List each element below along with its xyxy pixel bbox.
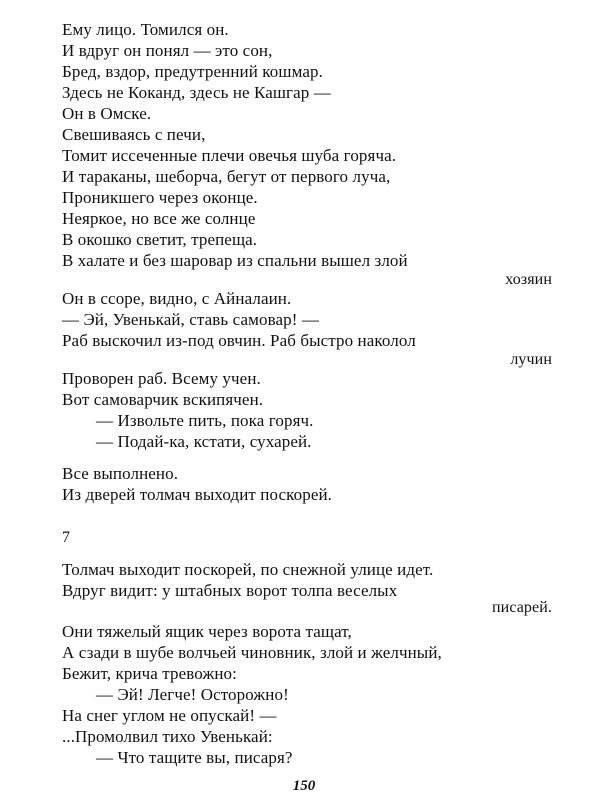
verse-line: Он в ссоре, видно, с Айналаин.: [62, 289, 292, 308]
verse-line: Толмач выходит поскорей, по снежной улице идет.: [62, 560, 434, 579]
verse-line: Проникшего через оконце.: [62, 188, 258, 207]
verse-line: Бежит, крича тревожно:: [62, 664, 237, 683]
verse-line: Бред, вздор, предутренний кошмар.: [62, 62, 323, 81]
verse-line-continuation: хозяин: [505, 271, 552, 288]
verse-line: — Эй, Увенькай, ставь самовар! —: [62, 310, 319, 329]
verse-line: На снег углом не опускай! —: [62, 706, 277, 725]
verse-line: А сзади в шубе волчьей чиновник, злой и желчный,: [62, 643, 442, 662]
dialogue-line: — Подай-ка, кстати, сухарей.: [96, 432, 312, 451]
verse-line: Свешиваясь с печи,: [62, 125, 206, 144]
verse-line: Он в Омске.: [62, 104, 152, 123]
verse-line: Все выполнено.: [62, 464, 179, 483]
verse-line: Вдруг видит: у штабных ворот толпа веселых: [62, 581, 398, 600]
dialogue-line: — Эй! Легче! Осторожно!: [96, 685, 289, 704]
verse-line: ...Промолвил тихо Увенькай:: [62, 727, 273, 746]
verse-line: Из дверей толмач выходит поскорей.: [62, 485, 333, 504]
verse-line: Ему лицо. Томился он.: [62, 20, 229, 39]
verse-line: Раб выскочил из-под овчин. Раб быстро наколол: [62, 331, 416, 350]
dialogue-line: — Что тащите вы, писаря?: [96, 748, 293, 767]
section-number: 7: [62, 529, 70, 546]
verse-line: Здесь не Коканд, здесь не Кашгар —: [62, 83, 331, 102]
verse-line: В халате и без шаровар из спальни вышел злой: [62, 251, 408, 270]
dialogue-line: — Извольте пить, пока горяч.: [96, 411, 314, 430]
verse-line-continuation: писарей.: [492, 599, 552, 616]
verse-line: Неяркое, но все же солнце: [62, 209, 256, 228]
verse-line: Они тяжелый ящик через ворота тащат,: [62, 622, 352, 641]
verse-line: Томит иссеченные плечи овечья шуба горяча.: [62, 146, 397, 165]
verse-line-continuation: лучин: [510, 351, 552, 368]
verse-line: И тараканы, шеборча, бегут от первого луча,: [62, 167, 391, 186]
verse-line: В окошко светит, трепеща.: [62, 230, 258, 249]
verse-line: Проворен раб. Всему учен.: [62, 369, 261, 388]
verse-line: И вдруг он понял — это сон,: [62, 41, 273, 60]
page-number: 150: [292, 778, 316, 794]
verse-line: Вот самоварчик вскипячен.: [62, 390, 264, 409]
